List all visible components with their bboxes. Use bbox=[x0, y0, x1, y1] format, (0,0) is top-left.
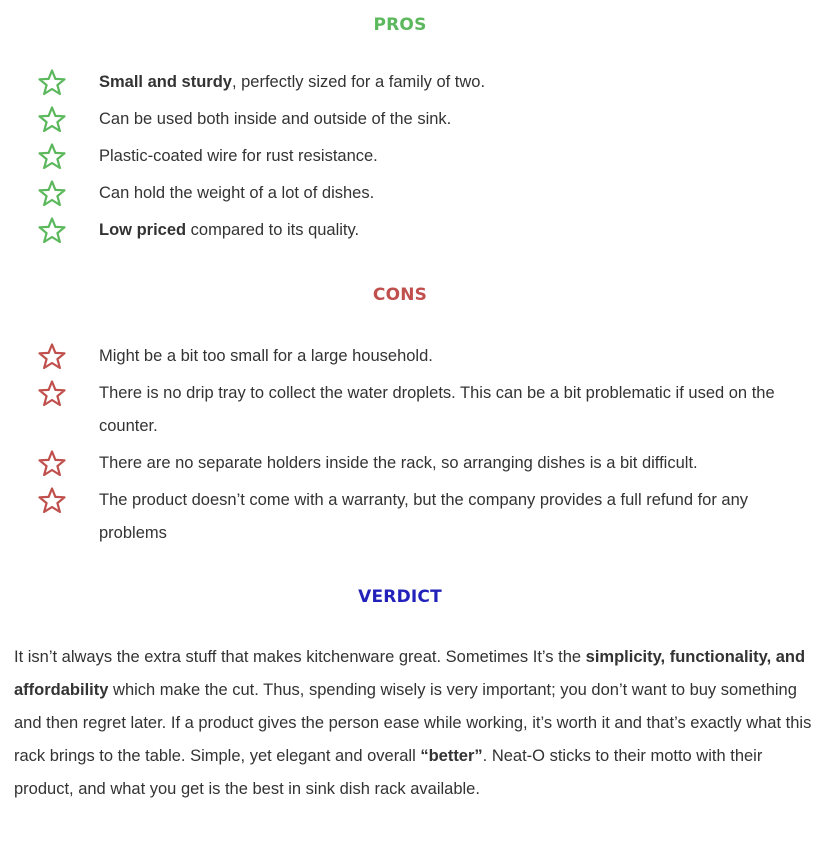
verdict-text-part: It isn’t always the extra stuff that makes kitchenware great. Sometimes It’s the bbox=[14, 648, 586, 666]
list-item bbox=[0, 103, 830, 136]
cons-list bbox=[0, 340, 830, 554]
pros-item-bold: Small and sturdy bbox=[99, 73, 232, 91]
cons-heading: CONS bbox=[372, 285, 428, 305]
list-item bbox=[0, 377, 830, 443]
pros-item-text: Plastic-coated wire for rust resistance. bbox=[99, 147, 378, 165]
pros-item-text: Can be used both inside and outside of the sink. bbox=[99, 110, 452, 128]
cons-item-text: Might be a bit too small for a large household. bbox=[99, 347, 433, 365]
cons-item-text: There are no separate holders inside the rack, so arranging dishes is a bit difficult. bbox=[99, 454, 698, 472]
pros-heading: PROS bbox=[373, 15, 427, 35]
list-item bbox=[0, 447, 830, 480]
star-outline-icon bbox=[37, 379, 67, 409]
cons-item-text: There is no drip tray to collect the water droplets. This can be a bit problematic if used on the counter. bbox=[99, 384, 775, 435]
verdict-bold-phrase: simplicity, functionality, and affordability bbox=[14, 648, 806, 699]
verdict-paragraph bbox=[14, 641, 822, 806]
star-outline-icon bbox=[37, 216, 67, 246]
star-outline-icon bbox=[37, 486, 67, 516]
star-outline-icon bbox=[37, 142, 67, 172]
list-item bbox=[0, 177, 830, 210]
star-outline-icon bbox=[37, 449, 67, 479]
star-outline-icon bbox=[37, 342, 67, 372]
star-outline-icon bbox=[37, 179, 67, 209]
pros-item-text: , perfectly sized for a family of two. bbox=[231, 73, 486, 91]
pros-item-text: Can hold the weight of a lot of dishes. bbox=[99, 184, 375, 202]
star-outline-icon bbox=[37, 105, 67, 135]
cons-item-text: The product doesn’t come with a warranty, but the company provides a full refund for any problems bbox=[99, 491, 749, 542]
star-outline-icon bbox=[37, 68, 67, 98]
list-item bbox=[0, 140, 830, 173]
list-item bbox=[0, 66, 830, 99]
verdict-text-part: . Neat-O sticks to their motto with their product, and what you get is the best in sink dish rack available. bbox=[14, 747, 763, 798]
verdict-text-part: which make the cut. Thus, spending wisely is very important; you don’t want to buy something and then regret later. If a product gives the person ease while working, it’s worth it and that’s exactly what this rack brings to the table. Simple, yet elegant and overall bbox=[14, 681, 812, 765]
verdict-bold-phrase: “better” bbox=[420, 747, 483, 765]
pros-item-text: compared to its quality. bbox=[186, 221, 360, 239]
pros-item-bold: Low priced bbox=[99, 221, 187, 239]
list-item bbox=[0, 484, 830, 550]
verdict-heading: VERDICT bbox=[358, 587, 442, 607]
pros-list bbox=[0, 66, 830, 251]
list-item bbox=[0, 214, 830, 247]
list-item bbox=[0, 340, 830, 373]
